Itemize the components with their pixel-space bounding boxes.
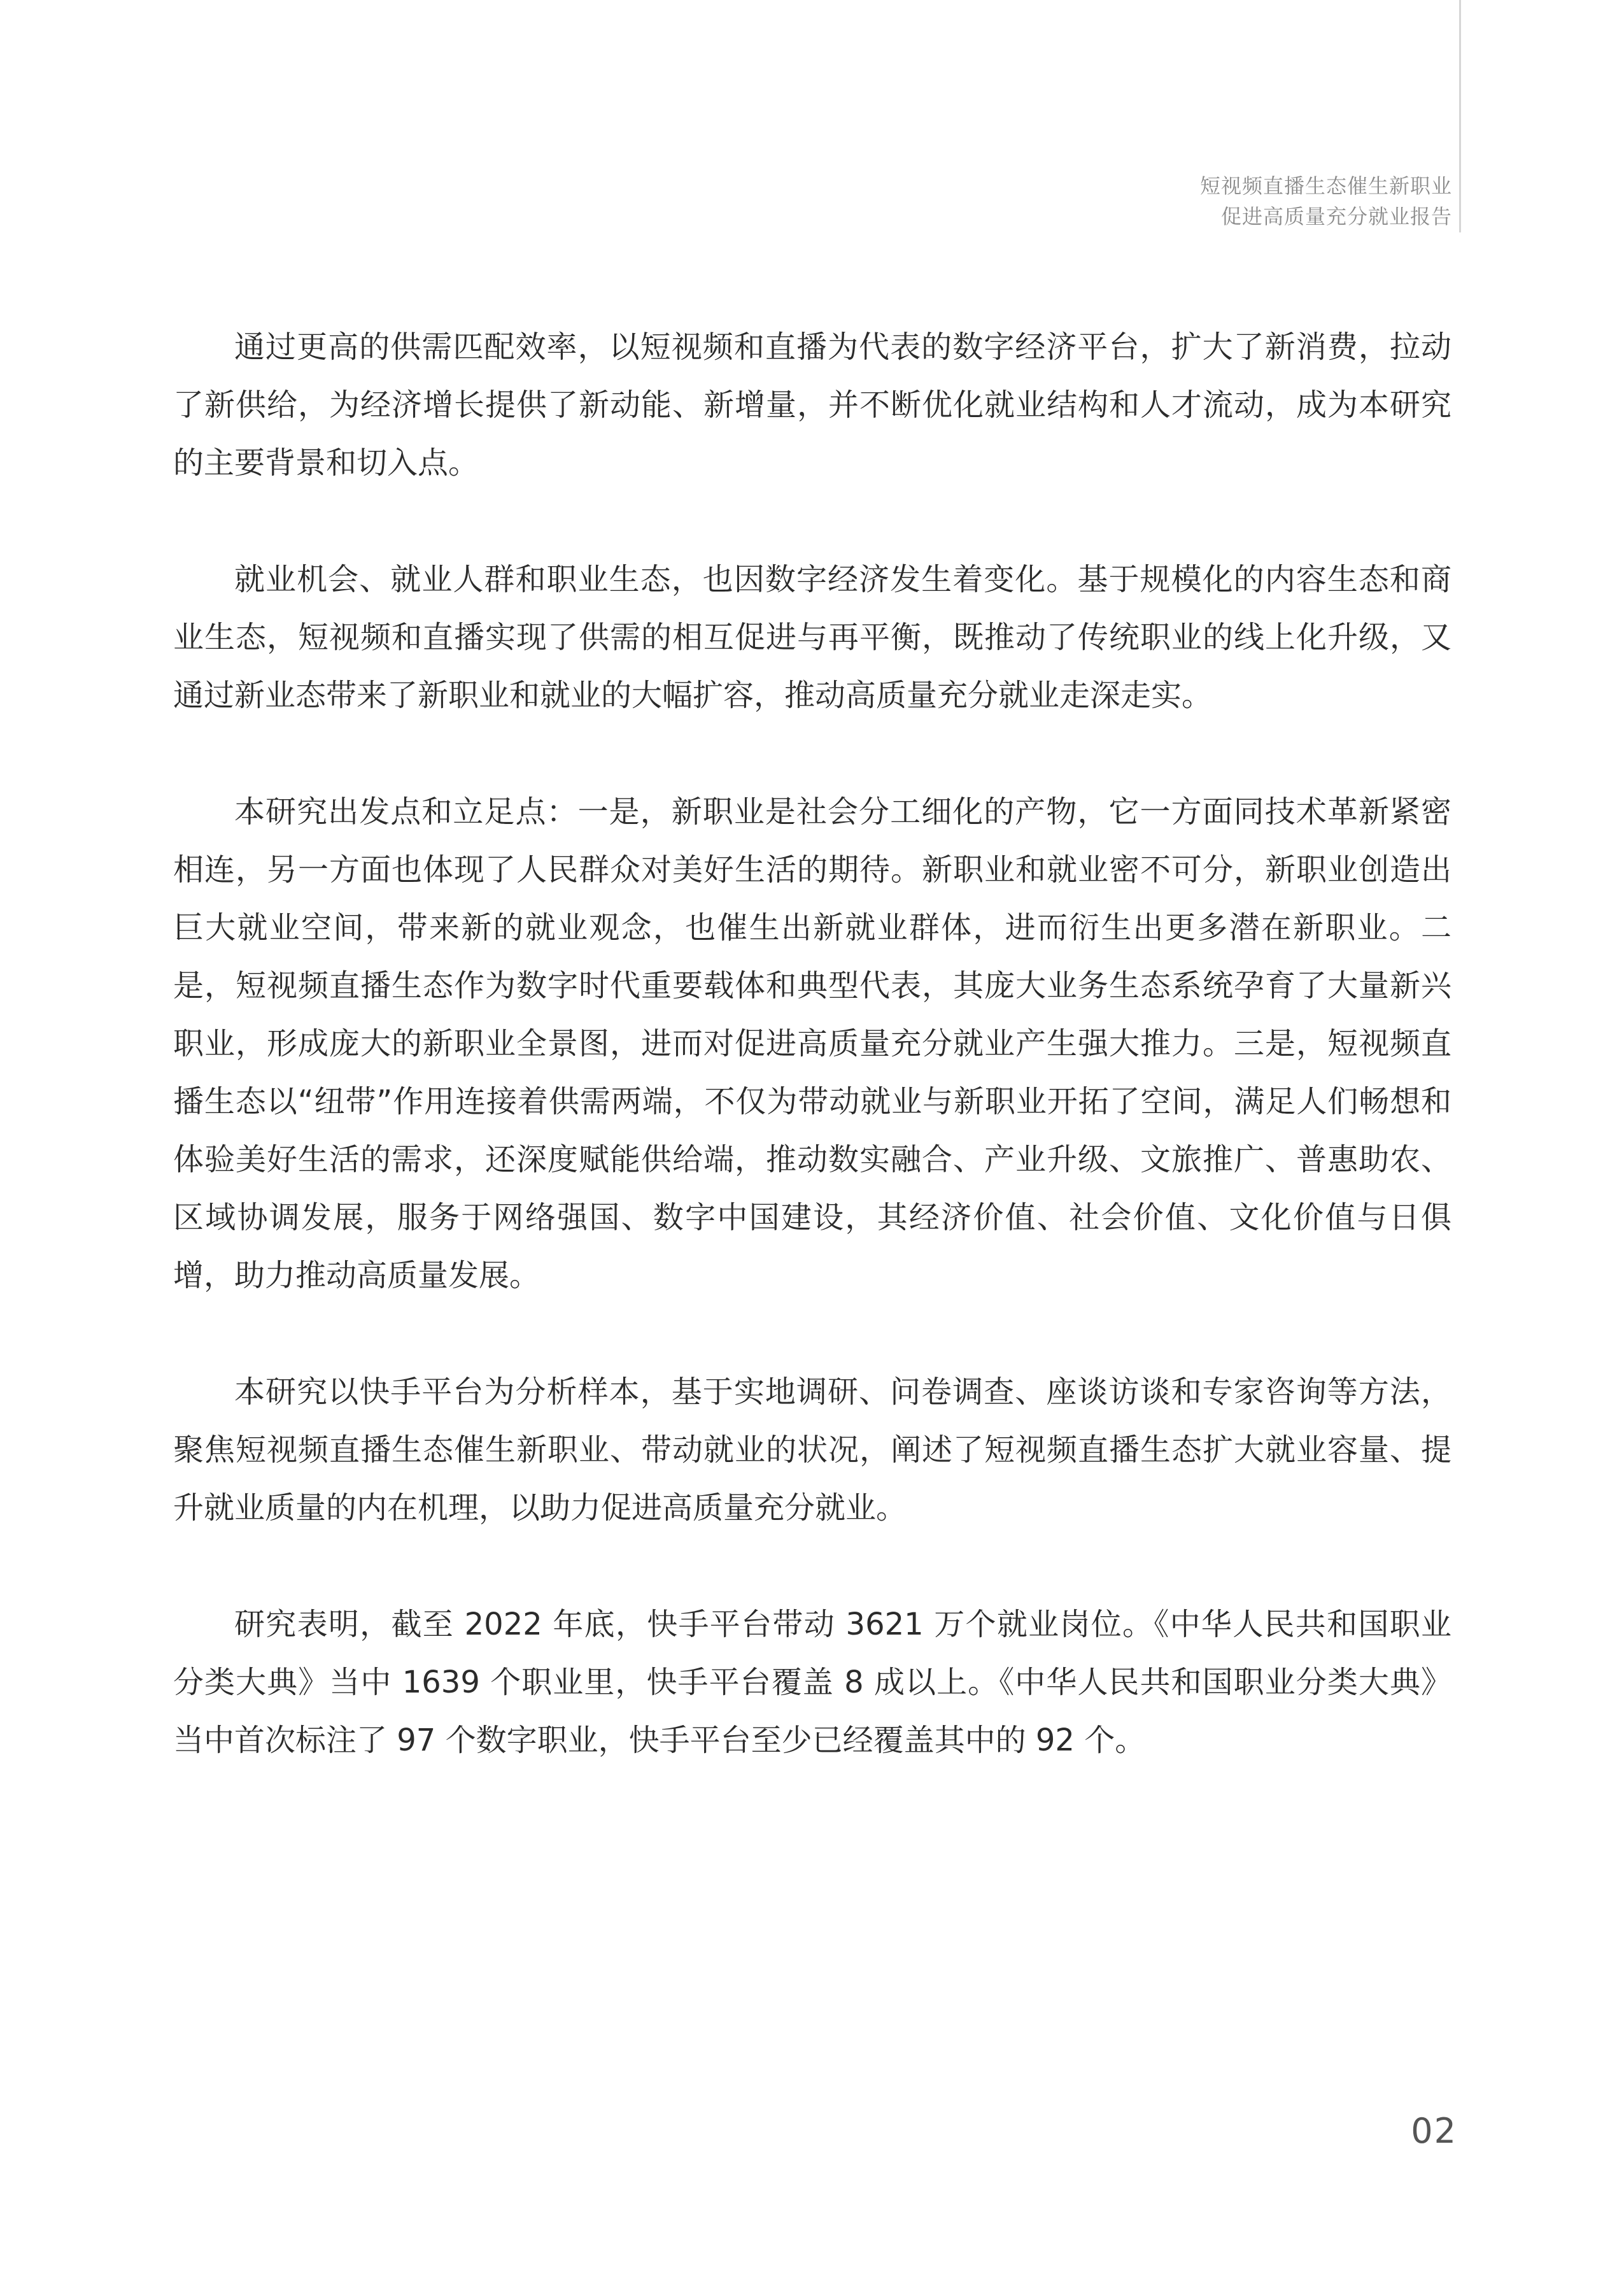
header-title-line-2: 促进高质量充分就业报告 — [1220, 204, 1452, 229]
paragraph-findings: 研究表明，截至 2022 年底，快手平台带动 3621 万个就业岗位。《中华人民共和国职业分类大典》当中 1639 个职业里，快手平台覆盖 8 成以上。《中华人民共和国职业分类大典》当中首次标注了 97 个数字职业，快手平台至少已经覆盖其中的 92 个。 — [173, 1607, 1451, 1758]
paragraph-research-method: 本研究以快手平台为分析样本，基于实地调研、问卷调查、座谈访谈和专家咨询等方法，聚焦短视频直播生态催生新职业、带动就业的状况，阐述了短视频直播生态扩大就业容量、提升就业质量的内在机理，以助力促进高质量充分就业。 — [173, 1374, 1451, 1526]
page-number: 02 — [1411, 2111, 1457, 2151]
body-text — [173, 318, 1451, 1828]
paragraph-research-basis: 本研究出发点和立足点：一是，新职业是社会分工细化的产物，它一方面同技术革新紧密相连，另一方面也体现了人民群众对美好生活的期待。新职业和就业密不可分，新职业创造出巨大就业空间，带来新的就业观念，也催生出新就业群体，进而衍生出更多潜在新职业。二是，短视频直播生态作为数字时代重要载体和典型代表，其庞大业务生态系统孕育了大量新兴职业，形成庞大的新职业全景图，进而对促进高质量充分就业产生强大推力。三是，短视频直播生态以“纽带”作用连接着供需两端，不仅为带动就业与新职业开拓了空间，满足人们畅想和体验美好生活的需求，还深度赋能供给端，推动数实融合、产业升级、文旅推广、普惠助农、区域协调发展，服务于网络强国、数字中国建设，其经济价值、社会价值、文化价值与日俱增，助力推动高质量发展。 — [173, 794, 1451, 1293]
header-divider — [1459, 0, 1461, 232]
paragraph-employment-change: 就业机会、就业人群和职业生态，也因数字经济发生着变化。基于规模化的内容生态和商业生态，短视频和直播实现了供需的相互促进与再平衡，既推动了传统职业的线上化升级，又通过新业态带来了新职业和就业的大幅扩容，推动高质量充分就业走深走实。 — [173, 562, 1451, 713]
running-header — [1200, 171, 1452, 232]
paragraph-background: 通过更高的供需匹配效率，以短视频和直播为代表的数字经济平台，扩大了新消费，拉动了新供给，为经济增长提供了新动能、新增量，并不断优化就业结构和人才流动，成为本研究的主要背景和切入点。 — [173, 329, 1451, 481]
header-title-line-1: 短视频直播生态催生新职业 — [1199, 174, 1452, 198]
